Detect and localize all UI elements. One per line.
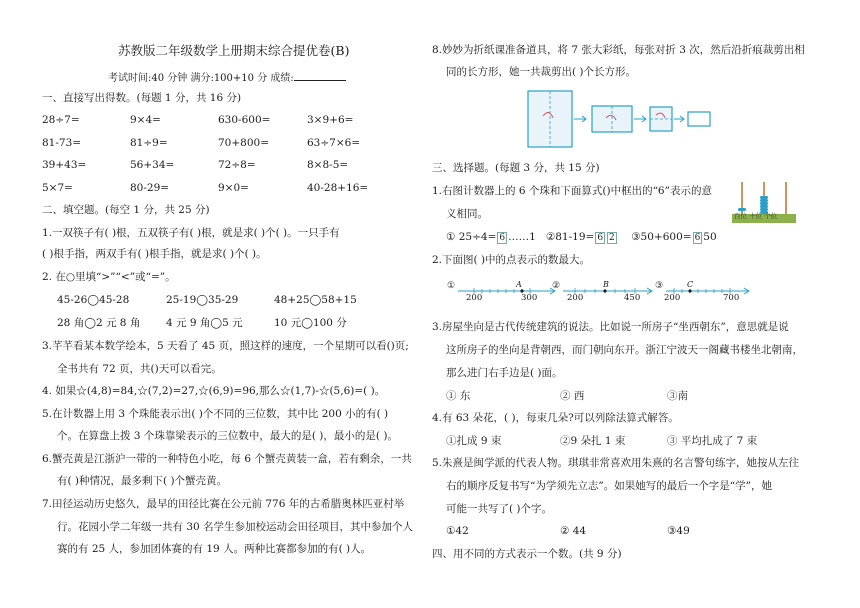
line-1-mark: ①: [447, 281, 456, 291]
boxed-six: 6: [694, 233, 701, 243]
option: ①42: [446, 525, 469, 537]
line-3-end: 700: [723, 293, 740, 303]
s2-q5-line2: 个。在算盘上拨 3 个珠靠梁表示的三位数中，最大的是( )，最小的是( )。: [57, 430, 398, 442]
calc-item: 56+34=: [130, 159, 175, 171]
line-3-mark: ③: [655, 281, 664, 291]
q8-line1: 8.妙妙为折纸课准备道具，将 7 张大彩纸，每张对折 3 次，然后沿折痕裁剪出相: [432, 44, 805, 56]
calc-item: 81÷9=: [130, 137, 168, 149]
line-1-start: 200: [466, 293, 483, 303]
s2-q7-line1: 7.田径运动历史悠久，最早的田径比赛在公元前 776 年的古希腊奥林匹亚村举: [42, 498, 405, 510]
calc-item: 9×0=: [218, 182, 249, 194]
s3-q5-line3: 可能一共写了( )个字。: [446, 503, 553, 515]
s2-q1-line2: ( )根手指，两双手有( )根手指，就是求( )个( )。: [42, 248, 267, 260]
paper-folding-figure: [526, 88, 716, 150]
s3-q4: 4.有 63 朵花，( )，每束几朵?可以列除法算式解答。: [432, 412, 679, 424]
line-1-end: 300: [521, 293, 538, 303]
section4-heading: 四、用不同的方式表示一个数。(共 9 分): [432, 548, 622, 560]
calc-item: 63÷7×6=: [307, 137, 361, 149]
option: ①扎成 9 束: [446, 435, 502, 447]
s2-q2: 2. 在○里填“>”“<”或“=”。: [42, 271, 176, 283]
calc-item: 8×8-5=: [307, 159, 349, 171]
calc-item: 3×9+6=: [307, 114, 354, 126]
option: ② 西: [560, 390, 585, 402]
s3-q3-line3: 那么进门右手边是( )面。: [446, 367, 563, 379]
calc-item: 5×7=: [42, 182, 73, 194]
calc-item: 80-29=: [130, 182, 170, 194]
option: ① 东: [446, 390, 471, 402]
calc-item: 72÷8=: [218, 159, 256, 171]
line-1-point: A: [516, 280, 522, 289]
compare-item: 28 角◯2 元 8 角: [57, 317, 141, 329]
q8-line2: 同的长方形，她一共裁剪出( )个长方形。: [446, 66, 637, 78]
line-2-start: 200: [567, 293, 584, 303]
calc-item: 630-600=: [218, 114, 271, 126]
s3-q1-line1: 1.右图计数器上的 6 个珠和下面算式()中框出的“6”表示的意: [432, 185, 712, 197]
s2-q7-line3: 赛的有 25 人，参加团体赛的有 19 人。两种比赛都参加的有( )人。: [57, 543, 372, 555]
option: ③南: [667, 390, 688, 402]
s2-q5-line1: 5.在计数器上用 3 个珠能表示出( )个不同的三位数，其中比 200 小的有( ): [42, 408, 389, 420]
option: ② 44: [560, 525, 587, 537]
s2-q6-line1: 6.蟹壳黄是江浙沪一带的一种特色小吃，每 6 个蟹壳黄装一盒，若有剩余，一共: [42, 453, 412, 465]
s3-q1-line2: 义相同。: [446, 208, 488, 220]
s2-q4: 4. 如果☆(4,8)=84,☆(7,2)=27,☆(6,9)=96,那么☆(1,7)-☆(5,6)=( )。: [42, 385, 386, 397]
s2-q3-line2: 全书共有 72 页，共()天可以看完。: [57, 363, 222, 375]
s2-q6-line2: 有( )种情况，最多剩下( )个蟹壳黄。: [57, 475, 228, 487]
line-2-point: B: [603, 280, 609, 289]
s3-q5-line1: 5.朱熹是闽学派的代表人物。琪琪非常喜欢用朱熹的名言警句练字，她按从左往: [432, 457, 800, 469]
s3-q3-line1: 3.房屋坐向是古代传统建筑的说法。比如说一所房子“坐西朝东”，意思就是说: [432, 321, 789, 333]
section1-heading: 一、直接写出得数。(每题 1 分，共 16 分): [42, 92, 242, 104]
s3-q2: 2.下面图( )中的点表示的数最大。: [432, 254, 591, 266]
line-3-start: 200: [664, 293, 681, 303]
s2-q3-line1: 3.芊芊看某本数学绘本，5 天看了 45 页，照这样的速度，一个星期可以看()页;: [42, 340, 409, 352]
compare-item: 10 元◯100 分: [274, 317, 347, 329]
calc-item: 70+800=: [218, 137, 269, 149]
s3-q5-line2: 右的顺序反复书写“为学须先立志”。如果她写的最后一个字是“学”，她: [446, 480, 772, 492]
compare-item: 45-26◯45-28: [57, 294, 130, 306]
s2-q7-line2: 行。花园小学二年级一共有 30 名学生参加校运动会田径项目，其中参加个人: [57, 521, 414, 533]
calc-item: 28÷7=: [42, 114, 80, 126]
calc-item: 81-73=: [42, 137, 82, 149]
compare-item: 4 元 9 角◯5 元: [166, 317, 243, 329]
compare-item: 25-19◯35-29: [166, 294, 239, 306]
boxed-six: 6: [597, 233, 604, 243]
option: ③49: [667, 525, 690, 537]
s3-q3-line2: 这所房子的坐向是背朝西，而门朝向东开。浙江宁波天一阁藏书楼坐北朝南，: [446, 344, 803, 356]
section3-heading: 三、选择题。(每题 3 分，共 15 分): [432, 162, 600, 174]
page-title: 苏教版二年级数学上册期末综合提优卷(B): [118, 43, 350, 58]
line-2-end: 450: [624, 293, 641, 303]
score-blank: [294, 70, 346, 81]
section2-heading: 二、填空题。(每空 1 分，共 25 分): [42, 204, 210, 216]
option: ②9 朵扎 1 束: [560, 435, 626, 447]
exam-info: 考试时间:40 分钟 满分:100+10 分 成绩:: [108, 70, 346, 86]
calc-item: 9×4=: [130, 114, 161, 126]
calc-item: 39+43=: [42, 159, 87, 171]
compare-item: 48+25◯58+15: [274, 294, 357, 306]
s2-q1-line1: 1.一双筷子有( )根，五双筷子有( )根，就是求( )个( )。一只手有: [42, 227, 340, 239]
abacus-labels: 百位 十位 个位: [734, 212, 778, 220]
calc-item: 40-28+16=: [307, 182, 369, 194]
boxed-six: 6: [499, 233, 506, 243]
line-2-mark: ②: [552, 281, 561, 291]
option: ③ 平均扎成了 7 束: [667, 435, 758, 447]
line-3-point: C: [687, 280, 694, 289]
s3-q1-options: ① 25÷4= 6 ……1 ②81-19= 6 2 ③50+600= 6 50: [446, 231, 717, 243]
